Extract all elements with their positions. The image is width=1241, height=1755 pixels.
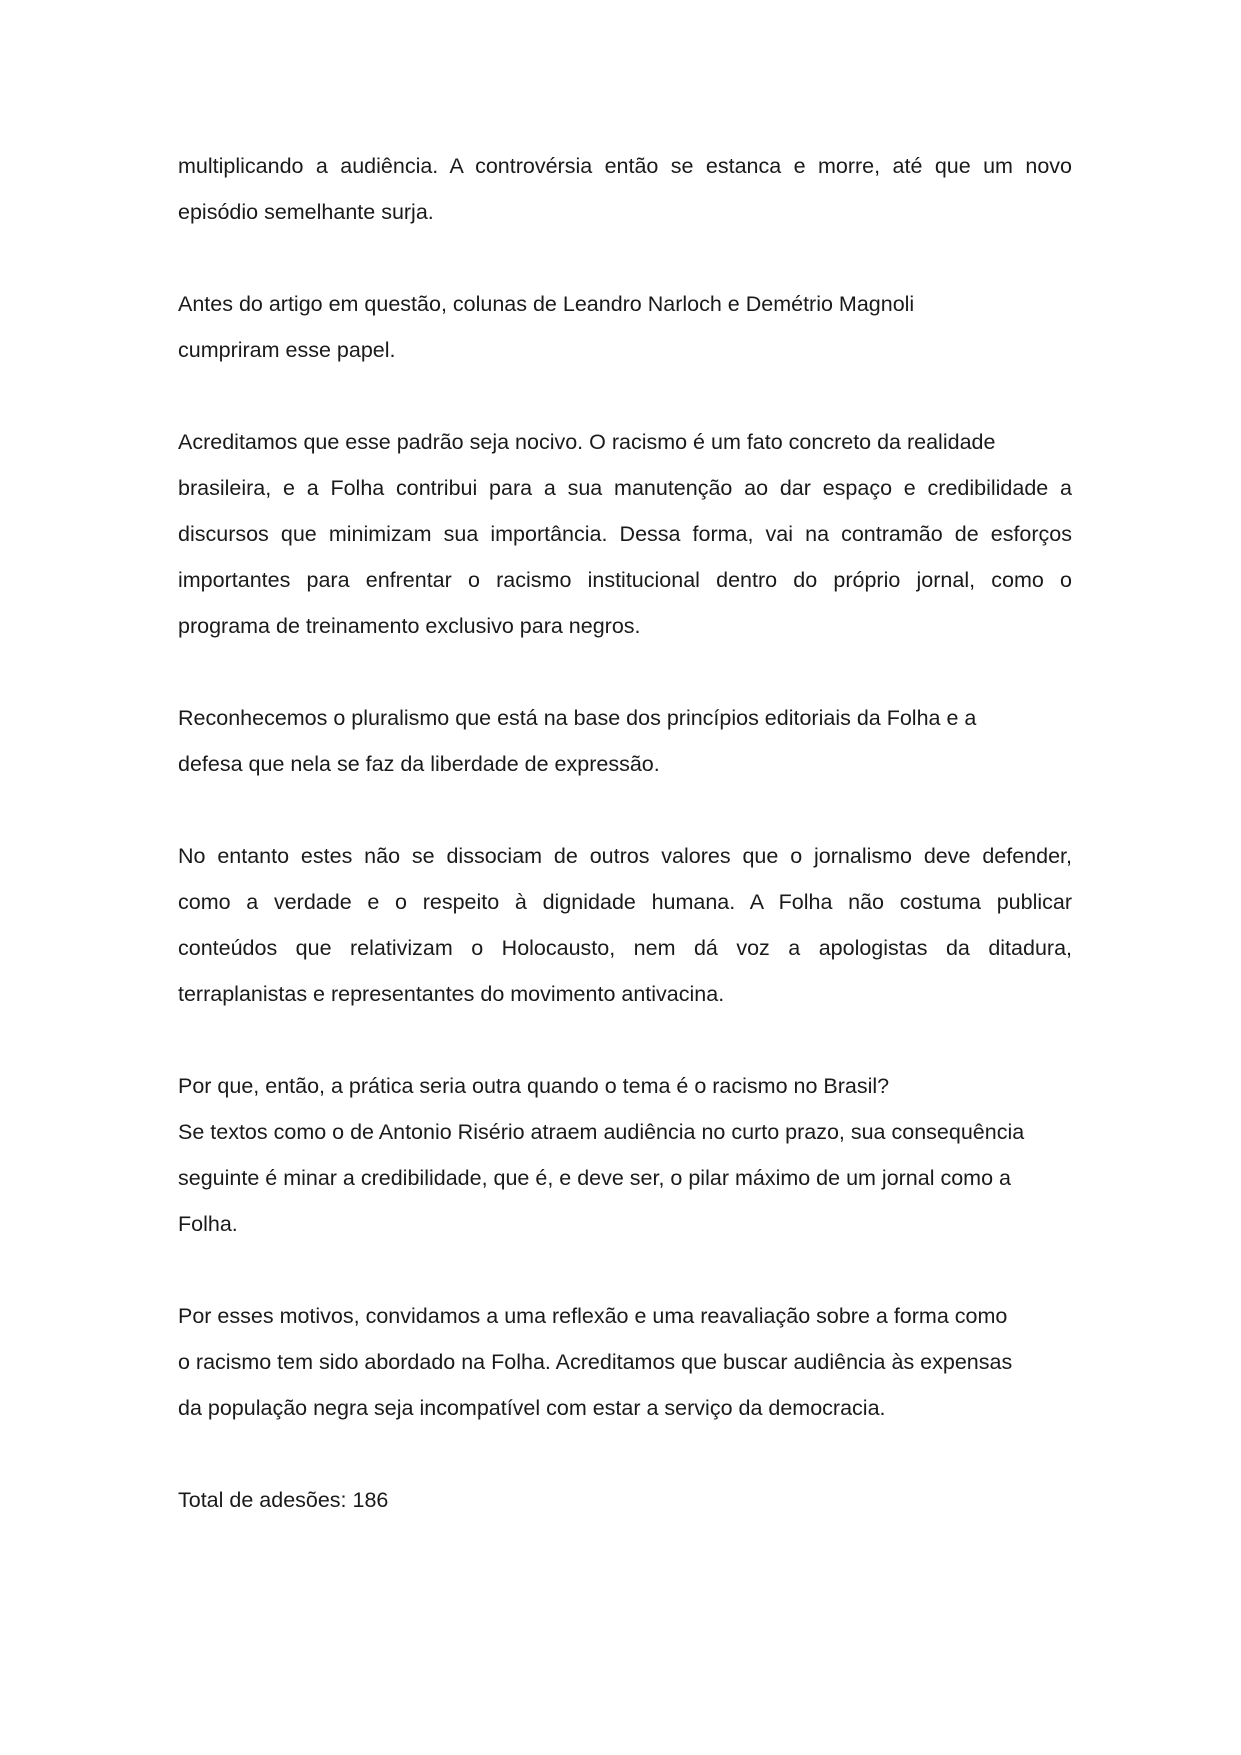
paragraph-line: Acreditamos que esse padrão seja nocivo. O racismo é um fato concreto da realidade — [178, 430, 996, 454]
paragraph-line: o racismo tem sido abordado na Folha. Acreditamos que buscar audiência às expensas — [178, 1350, 1013, 1374]
paragraph-2 — [178, 281, 1072, 373]
paragraph-line: Por que, então, a prática seria outra quando o tema é o racismo no Brasil? — [178, 1074, 890, 1098]
paragraph-line: conteúdos que relativizam o Holocausto, nem dá voz a apologistas da ditadura, — [178, 936, 1072, 960]
paragraph-line: defesa que nela se faz da liberdade de expressão. — [178, 752, 660, 776]
paragraph-1 — [178, 143, 1072, 235]
paragraph-5 — [178, 833, 1072, 1017]
paragraph-line: Por esses motivos, convidamos a uma reflexão e uma reavaliação sobre a forma como — [178, 1304, 1008, 1328]
document-body — [178, 143, 1072, 1569]
paragraph-line: No entanto estes não se dissociam de outros valores que o jornalismo deve defender, — [178, 844, 1072, 868]
paragraph-line: importantes para enfrentar o racismo institucional dentro do próprio jornal, como o — [178, 568, 1072, 592]
paragraph-4 — [178, 695, 1072, 787]
total-adhesions-text: Total de adesões: 186 — [178, 1488, 389, 1512]
paragraph-3 — [178, 419, 1072, 649]
paragraph-line: discursos que minimizam sua importância. Dessa forma, vai na contramão de esforços — [178, 522, 1072, 546]
paragraph-line: programa de treinamento exclusivo para negros. — [178, 614, 641, 638]
paragraph-line: multiplicando a audiência. A controvérsia então se estanca e morre, até que um novo — [178, 154, 1072, 178]
paragraph-line: episódio semelhante surja. — [178, 200, 434, 224]
paragraph-line: seguinte é minar a credibilidade, que é, e deve ser, o pilar máximo de um jornal como a — [178, 1166, 1011, 1190]
paragraph-line: cumpriram esse papel. — [178, 338, 396, 362]
paragraph-7 — [178, 1109, 1072, 1247]
paragraph-line: terraplanistas e representantes do movimento antivacina. — [178, 982, 725, 1006]
paragraph-line: como a verdade e o respeito à dignidade humana. A Folha não costuma publicar — [178, 890, 1072, 914]
paragraph-6 — [178, 1063, 1072, 1109]
paragraph-line: da população negra seja incompatível com estar a serviço da democracia. — [178, 1396, 886, 1420]
paragraph-line: Se textos como o de Antonio Risério atraem audiência no curto prazo, sua consequência — [178, 1120, 1025, 1144]
paragraph-line: Folha. — [178, 1212, 238, 1236]
paragraph-8 — [178, 1293, 1072, 1431]
paragraph-line: Antes do artigo em questão, colunas de Leandro Narloch e Demétrio Magnoli — [178, 292, 915, 316]
total-adhesions — [178, 1477, 1072, 1523]
paragraph-line: brasileira, e a Folha contribui para a sua manutenção ao dar espaço e credibilidade a — [178, 476, 1072, 500]
paragraph-line: Reconhecemos o pluralismo que está na base dos princípios editoriais da Folha e a — [178, 706, 977, 730]
